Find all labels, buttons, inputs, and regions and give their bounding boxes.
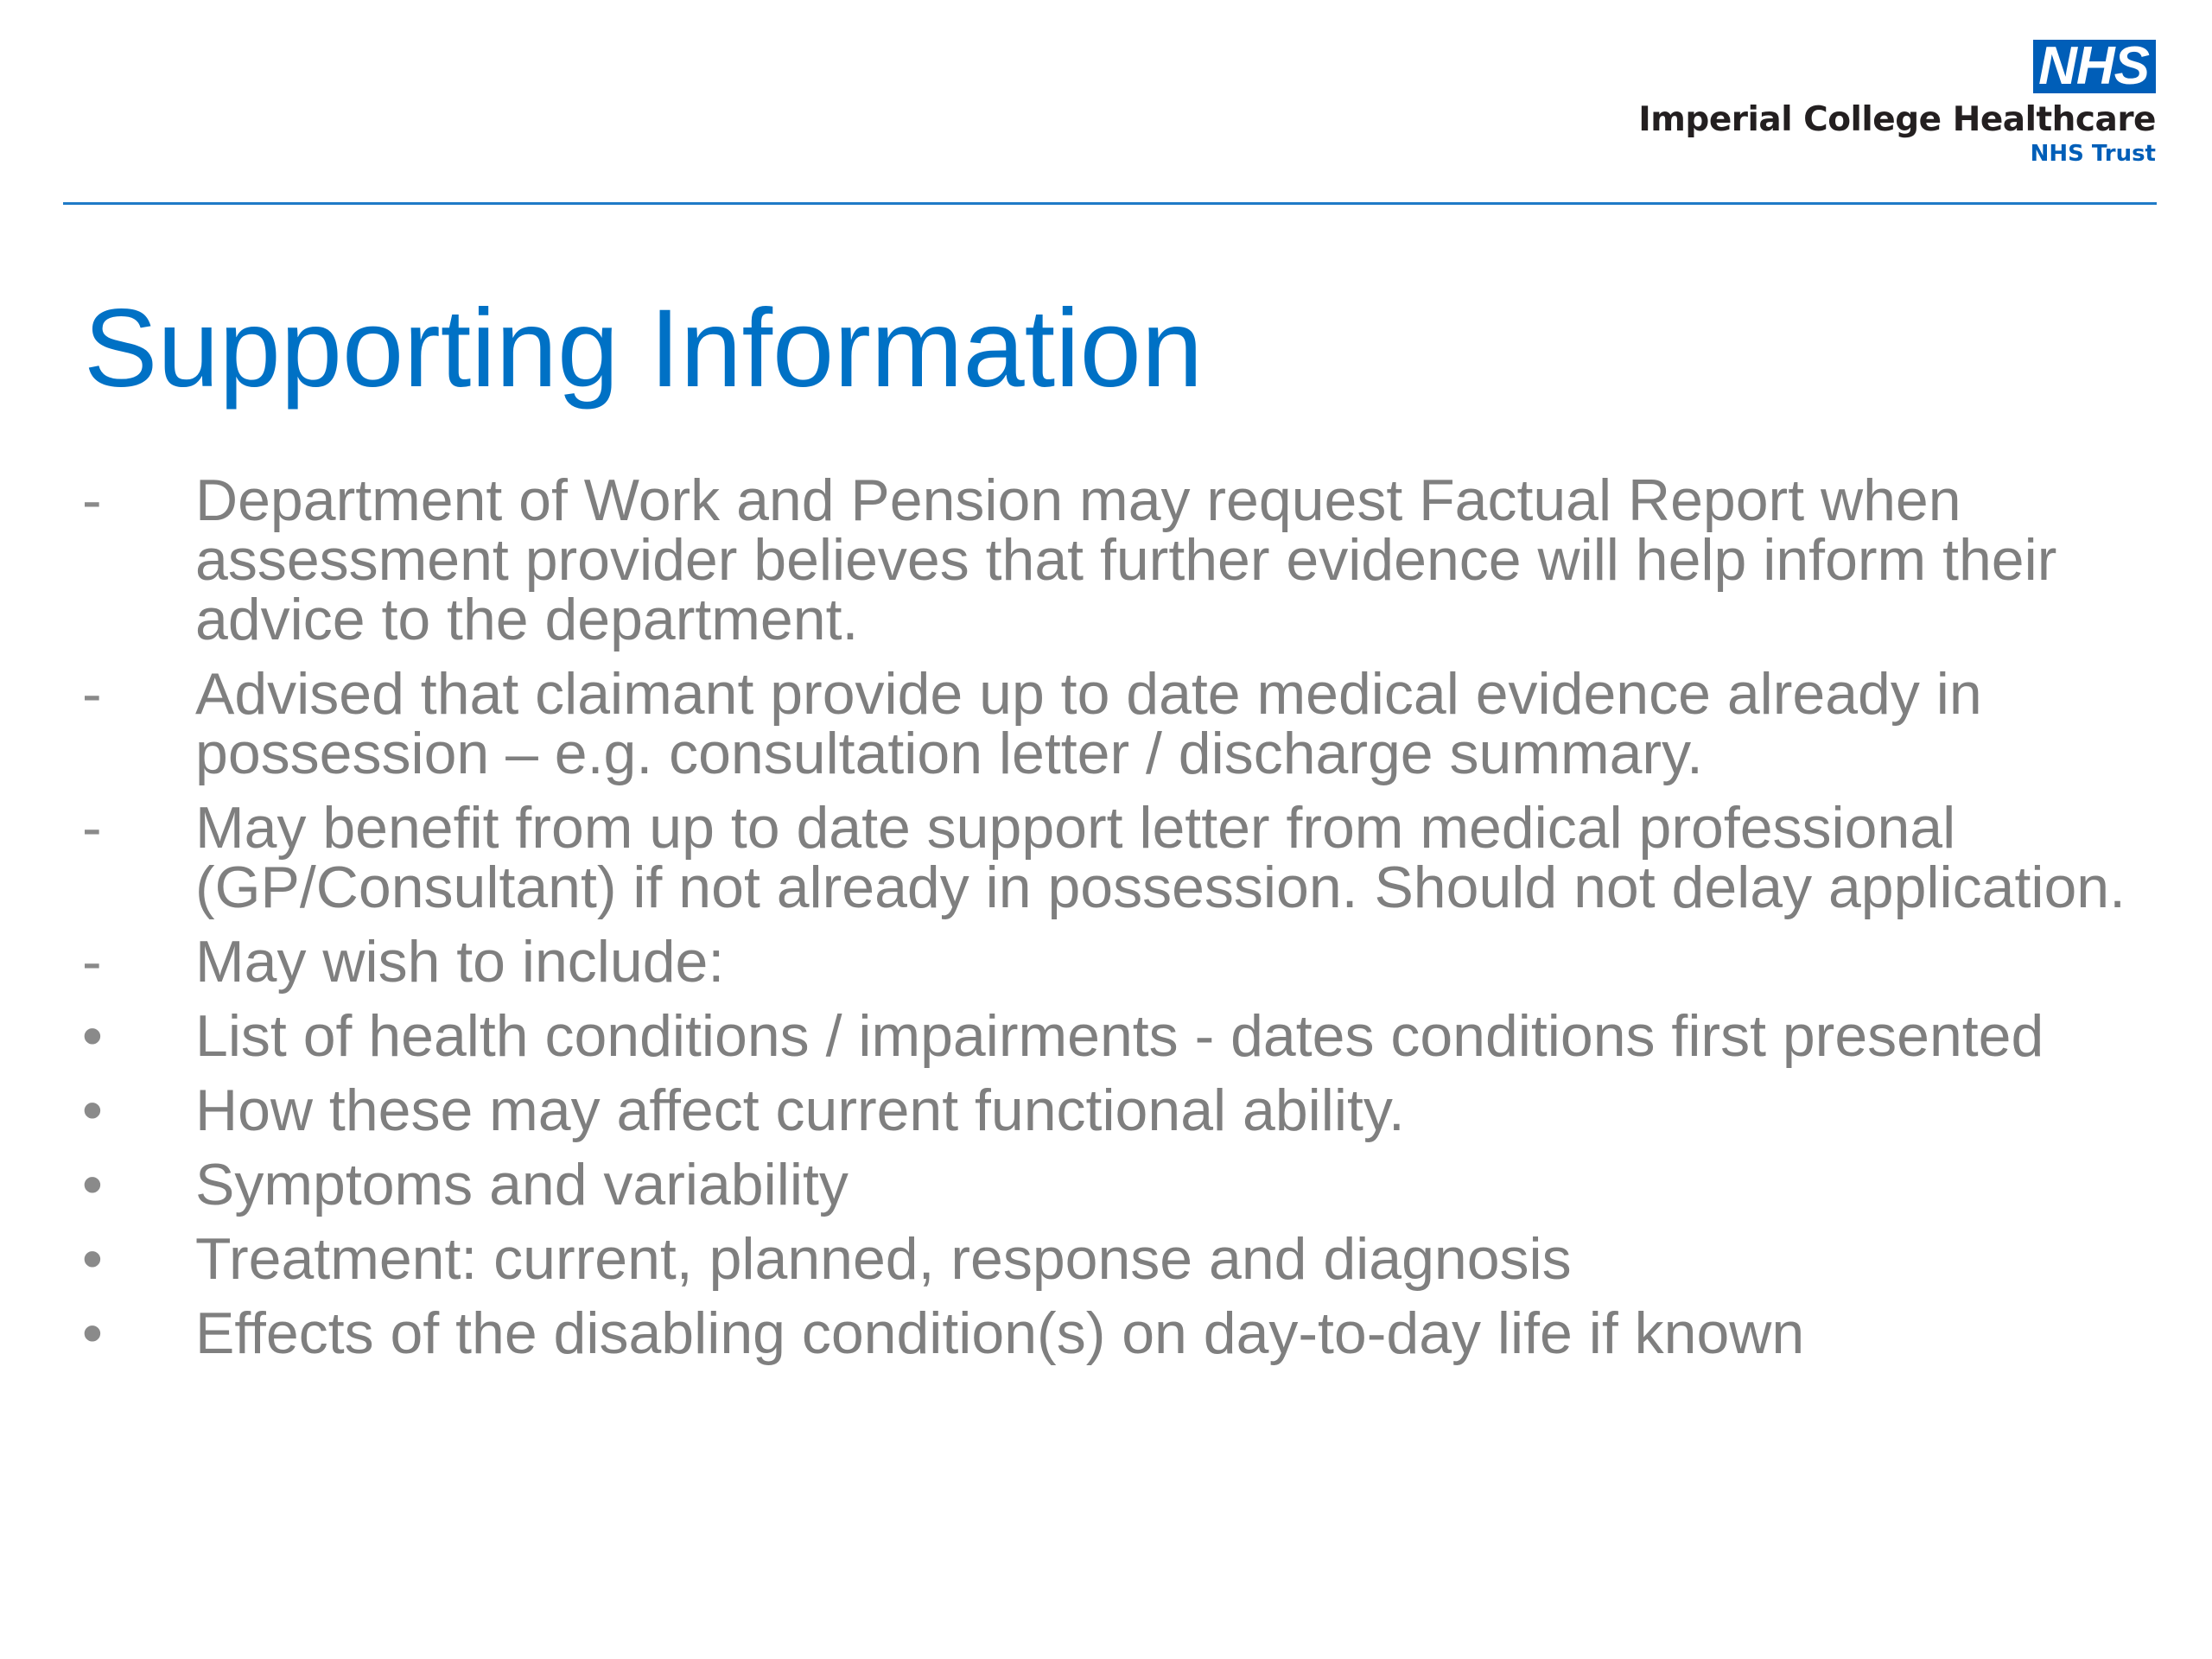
bullet-list <box>82 467 2139 1378</box>
nhs-badge: NHS <box>2033 40 2156 93</box>
list-item <box>82 467 2139 652</box>
org-subtitle: NHS Trust <box>2030 141 2156 167</box>
list-item <box>82 1226 2139 1292</box>
list-item <box>82 1077 2139 1143</box>
list-item-text: Effects of the disabling condition(s) on day-to-day life if known <box>195 1300 1805 1366</box>
bullet-marker: • <box>82 1003 103 1069</box>
list-item <box>82 795 2139 920</box>
bullet-marker: • <box>82 1152 103 1217</box>
list-item-text: Symptoms and variability <box>195 1152 849 1217</box>
list-item-text: List of health conditions / impairments - dates conditions first presented <box>195 1003 2044 1069</box>
dash-marker: - <box>82 795 102 861</box>
header-divider <box>63 202 2157 205</box>
list-item-text: Department of Work and Pension may request Factual Report when assessment provider believes that further evidence will help inform their advice to the department. <box>195 467 2057 652</box>
list-item-text: Advised that claimant provide up to date medical evidence already in possession – e.g. consultation letter / discharge summary. <box>195 661 1982 786</box>
bullet-marker: • <box>82 1300 103 1366</box>
nhs-logo <box>1638 36 2156 167</box>
list-item <box>82 1152 2139 1217</box>
dash-marker: - <box>82 467 102 533</box>
slide-title: Supporting Information <box>84 287 1203 410</box>
dash-marker: - <box>82 929 102 995</box>
list-item <box>82 1003 2139 1069</box>
list-item <box>82 929 2139 995</box>
list-item-text: Treatment: current, planned, response and diagnosis <box>195 1226 1572 1292</box>
list-item-text: May benefit from up to date support letter from medical professional (GP/Consultant) if not already in possession. Should not delay application. <box>195 795 2126 920</box>
list-item-text: How these may affect current functional ability. <box>195 1077 1405 1143</box>
bullet-marker: • <box>82 1226 103 1292</box>
org-name: Imperial College Healthcare <box>1638 100 2156 139</box>
list-item-text: May wish to include: <box>195 929 725 995</box>
dash-marker: - <box>82 661 102 727</box>
list-item <box>82 1300 2139 1366</box>
bullet-marker: • <box>82 1077 103 1143</box>
list-item <box>82 661 2139 786</box>
